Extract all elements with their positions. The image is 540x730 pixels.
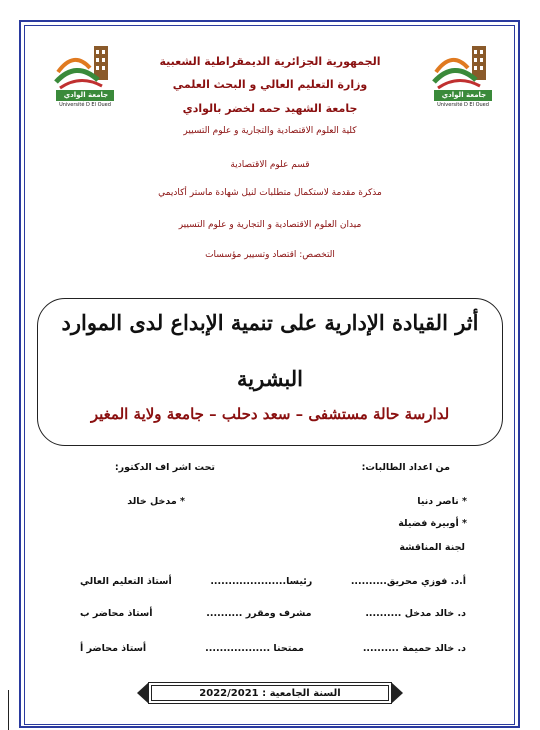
committee-member-role: مشرف ومقرر .......... [206, 608, 312, 619]
thesis-title-line1: أثر القيادة الإدارية على تنمية الإبداع لدى الموارد [61, 310, 479, 335]
committee-member-name: أ.د. فوزي محريق.......... [350, 576, 466, 587]
university-logo-left [50, 42, 120, 110]
logo-latin-text: Université D El Oued [59, 102, 111, 108]
student-name-1: * ناصر دنيا [417, 496, 467, 507]
logo-arabic-text: جامعة الوادي [441, 91, 487, 99]
committee-member-name: د. خالد حميمة .......... [362, 643, 466, 654]
page-edge-line [8, 690, 9, 730]
committee-row [80, 643, 466, 654]
supervisor-name: * مدخل خالد [127, 496, 185, 507]
header-memo: مذكرة مقدمة لاستكمال متطلبات لنيل شهادة ماستر أكاديمي [158, 188, 382, 198]
committee-member-role: ممتحنا .................. [205, 643, 304, 654]
thesis-title-line2: البشرية [237, 366, 303, 391]
university-logo-icon [428, 42, 498, 110]
academic-year-box [148, 682, 392, 704]
committee-member-rank: أستاذ محاضر ب [80, 608, 153, 619]
header-department: قسم علوم الاقتصادية [230, 160, 310, 170]
students-label: من اعداد الطالبات: [361, 462, 450, 473]
committee-member-name: د. خالد مدخل .......... [365, 608, 466, 619]
header-faculty: كلية العلوم الاقتصادية والتجارية و علوم التسيير [183, 126, 357, 136]
university-logo-icon [50, 42, 120, 110]
university-logo-right [428, 42, 498, 110]
logo-latin-text: Université D El Oued [437, 102, 489, 108]
student-name-2: * أوبيرة فضيلة [398, 518, 467, 529]
committee-member-role: رئيسا..................... [210, 576, 313, 587]
case-study-subtitle: لدارسة حالة مستشفى – سعد دحلب – جامعة ولاية المغير [90, 405, 450, 423]
committee-member-rank: أستاذ محاضر أ [80, 643, 147, 654]
header-specialty: التخصص: اقتصاد وتسيير مؤسسات [205, 250, 335, 260]
header-republic: الجمهورية الجزائرية الديمقراطية الشعبية [159, 55, 381, 68]
committee-label: لجنة المناقشة [399, 542, 465, 553]
header-field: ميدان العلوم الاقتصادية و التجارية و علوم التسيير [178, 220, 362, 230]
supervisor-label: تحت اشر اف الدكتور: [114, 462, 215, 473]
logo-arabic-text: جامعة الوادي [63, 91, 109, 99]
committee-member-rank: أستاذ التعليم العالي [80, 576, 172, 587]
header-university: جامعة الشهيد حمه لخضر بالوادي [182, 102, 358, 115]
academic-year: السنة الجامعية : 2022/2021 [151, 685, 389, 701]
header-ministry: وزارة التعليم العالي و البحث العلمي [172, 78, 368, 91]
committee-row [80, 608, 466, 619]
committee-row [80, 576, 466, 587]
